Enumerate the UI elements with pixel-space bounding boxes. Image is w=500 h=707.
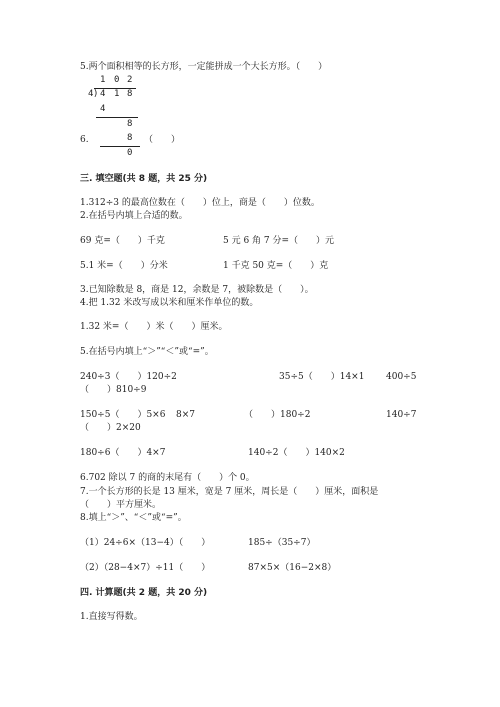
s3-q5-item: （ ）2×20 xyxy=(80,423,141,433)
s3-q5-item: （ ）180÷2 xyxy=(244,410,311,420)
section-3-heading: 三. 填空题(共 8 题，共 25 分) xyxy=(80,174,208,184)
division-rule xyxy=(100,146,140,147)
division-rule xyxy=(96,117,138,118)
s3-q5-item: 8×7 xyxy=(176,410,195,420)
s3-q8-item: 87×5×（16−2×8） xyxy=(248,563,337,573)
s3-q5-item: 35÷5（ ）14×1 xyxy=(279,372,365,382)
question-5-true-false: 5.两个面积相等的长方形，一定能拼成一个大长方形。（ ） xyxy=(80,62,328,72)
dividend-digit: 1 xyxy=(114,89,120,99)
quotient-digit: 1 xyxy=(100,75,106,85)
s3-question-8: 8.填上“＞”、“＜”或“=”。 xyxy=(80,513,187,523)
s3-question-6: 6.702 除以 7 的商的末尾有（ ）个 0。 xyxy=(80,473,255,483)
division-step: 8 xyxy=(127,133,133,143)
s3-q2-item: 69 克=（ ）千克 xyxy=(80,236,165,246)
quotient-digit: 0 xyxy=(114,75,120,85)
divisor: 4 xyxy=(88,89,94,99)
s3-q4-line: 1.32 米=（ ）米（ ）厘米。 xyxy=(80,322,228,332)
s3-q5-item: 150÷5（ ）5×6 xyxy=(80,410,166,420)
division-step: 4 xyxy=(100,104,106,114)
s3-question-3: 3.已知除数是 8，商是 12，余数是 7，被除数是（ ）。 xyxy=(80,285,314,295)
s3-q2-item: 1 千克 50 克=（ ）克 xyxy=(223,261,329,271)
s3-q2-item: 5 元 6 角 7 分=（ ）元 xyxy=(223,236,335,246)
s3-q5-item: 400÷5 xyxy=(386,372,417,382)
section-4-heading: 四. 计算题(共 2 题，共 20 分) xyxy=(80,588,208,598)
dividend-digit: 8 xyxy=(127,89,133,99)
s3-q5-item: 140÷7 xyxy=(386,410,417,420)
s3-q8-item: 185÷（35÷7） xyxy=(248,538,316,548)
division-bracket: ) xyxy=(93,89,99,99)
s3-question-4: 4.把 1.32 米改写成以米和厘米作单位的数。 xyxy=(80,298,259,308)
question-6-blank: （ ） xyxy=(144,135,181,145)
s3-question-2: 2.在括号内填上合适的数。 xyxy=(80,211,188,221)
s3-q2-item: 5.1 米=（ ）分米 xyxy=(80,261,168,271)
quotient-digit: 2 xyxy=(127,75,133,85)
dividend-digit: 4 xyxy=(100,89,106,99)
s3-question-5: 5.在括号内填上“＞”“＜”或“=”。 xyxy=(80,347,214,357)
s3-q8-item: （2）（28−4×7）÷11（ ） xyxy=(80,563,211,573)
s3-question-7: 7.一个长方形的长是 13 厘米，宽是 7 厘米，周长是（ ）厘米，面积是 xyxy=(80,487,379,497)
s3-q5-item: 140÷2（ ）140×2 xyxy=(248,448,345,458)
s3-question-1: 1.312÷3 的最高位数在（ ）位上，商是（ ）位数。 xyxy=(80,198,320,208)
s3-q5-item: （ ）810÷9 xyxy=(80,385,147,395)
s3-q7-cont: （ ）平方厘米。 xyxy=(80,500,162,510)
division-remainder: 0 xyxy=(127,148,133,158)
s3-q5-item: 240÷3（ ）120÷2 xyxy=(80,372,177,382)
question-6-number: 6. xyxy=(80,135,89,145)
division-step: 8 xyxy=(127,119,133,129)
s3-q5-item: 180÷6（ ）4×7 xyxy=(80,448,166,458)
s3-q8-item: （1）24÷6×（13−4）（ ） xyxy=(80,538,211,548)
s4-question-1: 1.直接写得数。 xyxy=(80,612,143,622)
